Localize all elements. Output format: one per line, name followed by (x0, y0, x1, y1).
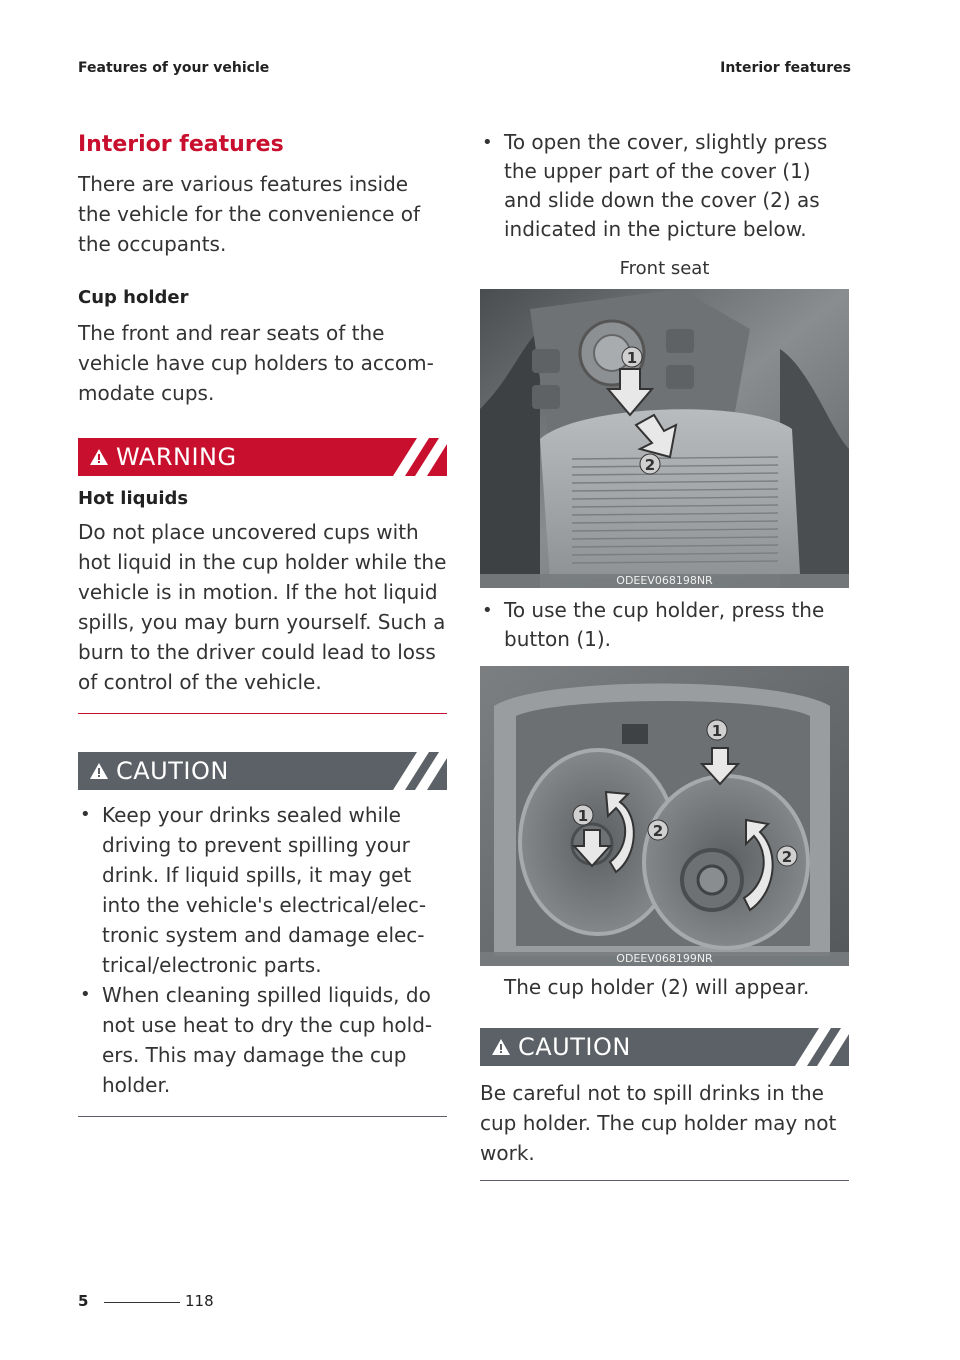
caution-text: Be careful not to spill drinks in the cup holder. The cup holder may not work. (480, 1081, 837, 1165)
callout-2: 2 (644, 456, 656, 474)
caution-item: • When cleaning spilled liquids, do not use heat to dry the cup hold-ers. This may damage the cup holder. (78, 980, 447, 1100)
running-header-section: Interior features (720, 60, 851, 76)
caution-end-rule (78, 1116, 447, 1117)
banner-stripes-icon (385, 752, 447, 790)
cup-holder-paragraph: The front and rear seats of the vehicle have cup holders to accom-modate cups. (78, 321, 434, 405)
caution-triangle-icon (492, 1039, 510, 1055)
caution-banner (480, 1028, 849, 1066)
step-list-use-holder (480, 596, 849, 654)
warning-end-rule (78, 713, 447, 714)
intro-paragraph: There are various features inside the vehicle for the convenience of the occupants. (78, 172, 421, 256)
step-list-open-cover (480, 128, 849, 244)
callout-2: 2 (652, 822, 664, 840)
left-column (78, 128, 447, 1117)
running-header-chapter: Features of your vehicle (78, 60, 270, 76)
figure-code: ODEEV068198NR (480, 574, 849, 588)
caution-triangle-icon (90, 763, 108, 779)
cup-holder-illustration (480, 666, 849, 966)
caution-end-rule (480, 1180, 849, 1181)
warning-text: Do not place uncovered cups with hot liquid in the cup holder while the vehicle is in motion. If the hot liquid spills, you may burn yourself. Such a burn to the driver could lead to loss of control of the vehicle. (78, 520, 447, 694)
console-cover-illustration (480, 289, 849, 588)
step-press-button: • To use the cup holder, press the button (1). (480, 596, 849, 654)
section-title: Interior features (78, 132, 284, 157)
warning-title: Hot liquids (78, 488, 189, 509)
callout-1: 1 (626, 349, 638, 367)
cup-holder-heading: Cup holder (78, 287, 189, 308)
banner-stripes-icon (787, 1028, 849, 1066)
callout-2: 2 (781, 848, 793, 866)
step-open-cover: • To open the cover, slightly press the upper part of the cover (1) and slide down the cover (2) as indicated in the picture below. (480, 128, 849, 244)
callout-1: 1 (711, 722, 723, 740)
warning-triangle-icon (90, 449, 108, 465)
footer-divider (104, 1302, 180, 1303)
result-text: The cup holder (2) will appear. (504, 975, 810, 999)
console-cover-drawing (480, 289, 849, 588)
callout-1: 1 (577, 807, 589, 825)
chapter-number: 5 (78, 1292, 89, 1310)
cup-holder-drawing (480, 666, 849, 966)
right-column (480, 128, 849, 1181)
figure-caption: Front seat (619, 258, 710, 279)
banner-stripes-icon (385, 438, 447, 476)
caution-item: • Keep your drinks sealed while driving to prevent spilling your drink. If liquid spills, it may get into the vehicle's electrical/elec-tronic system and damage elec-trical/electronic parts. (78, 800, 447, 980)
caution-label: CAUTION (518, 1033, 631, 1061)
caution-list (78, 800, 447, 1100)
warning-label: WARNING (116, 443, 237, 471)
warning-banner (78, 438, 447, 476)
caution-banner (78, 752, 447, 790)
caution-label: CAUTION (116, 757, 229, 785)
page-number: 118 (185, 1292, 214, 1310)
figure-code: ODEEV068199NR (480, 952, 849, 966)
